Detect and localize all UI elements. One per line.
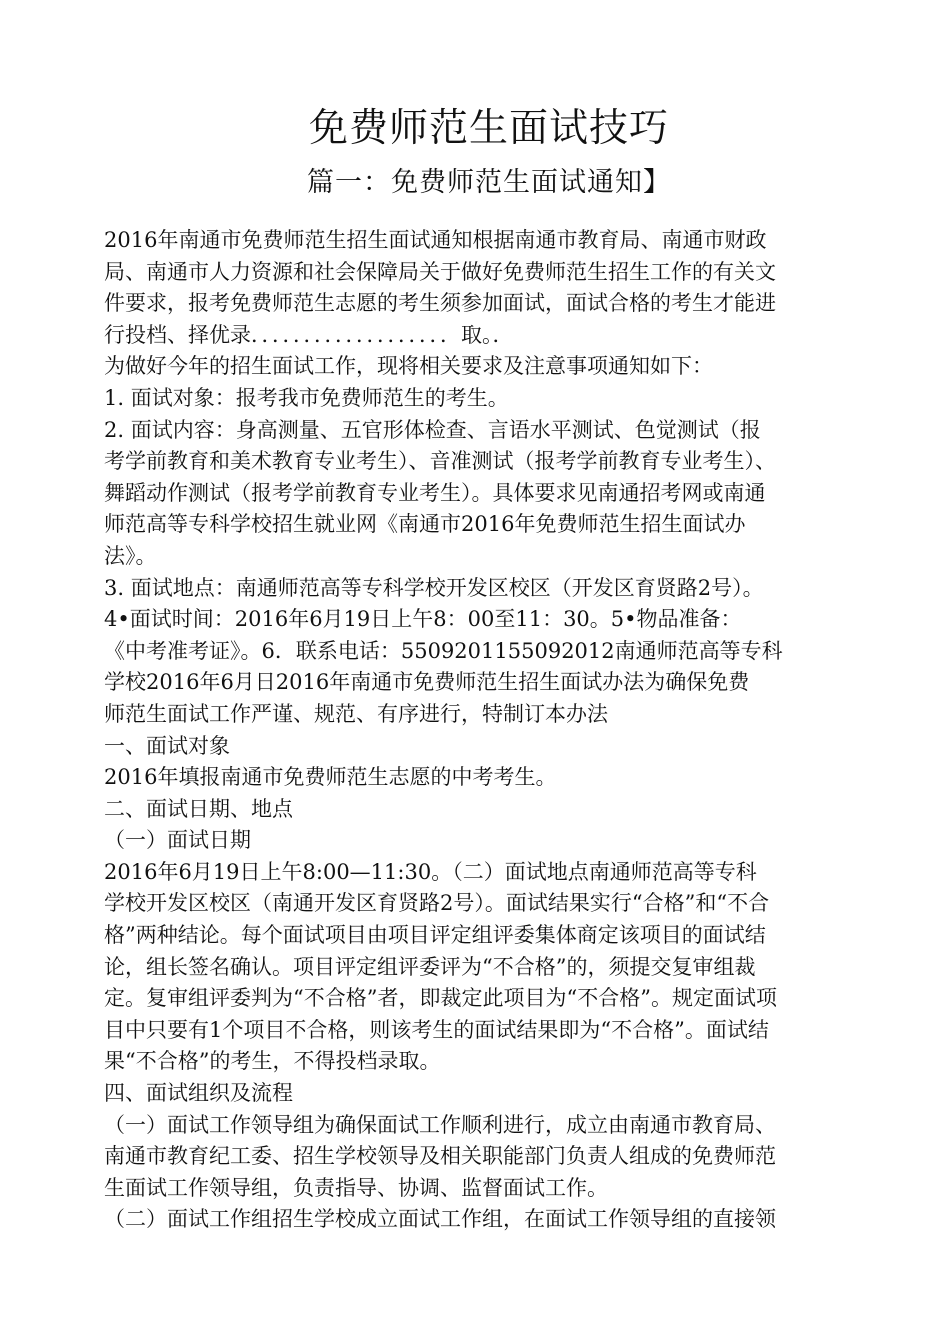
subsection-heading: （一）面试日期: [104, 828, 251, 853]
document-subtitle: 篇一：免费师范生面试通知】: [307, 167, 671, 198]
body-line: 1. 面试对象：报考我市免费师范生的考生。: [104, 385, 509, 410]
body-line: 南通市教育纪工委、招生学校领导及相关职能部门负责人组成的免费师范: [104, 1144, 776, 1169]
body-line: 舞蹈动作测试（报考学前教育专业考生）。具体要求见南通招考网或南通: [104, 480, 766, 505]
body-line: （二）面试工作组招生学校成立面试工作组，在面试工作领导组的直接领: [104, 1207, 776, 1232]
section-heading: 一、面试对象: [104, 733, 230, 758]
body-line: 为做好今年的招生面试工作，现将相关要求及注意事项通知如下：: [104, 354, 713, 379]
body-line: （一）面试工作领导组为确保面试工作顺利进行，成立由南通市教育局、: [104, 1112, 776, 1137]
body-line: 2. 面试内容：身高测量、五官形体检查、言语水平测试、色觉测试（报: [104, 417, 761, 442]
body-line: 2016年填报南通市免费师范生志愿的中考考生。: [104, 765, 557, 790]
body-line: 师范生面试工作严谨、规范、有序进行，特制订本办法: [104, 701, 608, 726]
body-line: 学校2016年6月日2016年南通市免费师范生招生面试办法为确保免费: [104, 670, 750, 695]
body-line: 定。复审组评委判为“不合格”者，即裁定此项目为“不合格”。规定面试项: [104, 986, 777, 1011]
document-body: [104, 225, 874, 1236]
body-line: 2016年6月19日上午8:00—11:30。（二）面试地点南通师范高等专科: [104, 859, 757, 884]
body-line: 局、南通市人力资源和社会保障局关于做好免费师范生招生工作的有关文: [104, 259, 776, 284]
body-line: 4•面试时间：2016年6月19日上午8：00至11：30。5•物品准备：: [104, 607, 742, 632]
body-line: 学校开发区校区（南通开发区育贤路2号）。面试结果实行“合格”和“不合: [104, 891, 770, 916]
body-line: 2016年南通市免费师范生招生面试通知根据南通市教育局、南通市财政: [104, 228, 767, 252]
document-title: 免费师范生面试技巧: [308, 106, 669, 151]
section-heading: 四、面试组织及流程: [104, 1081, 293, 1106]
section-heading: 二、面试日期、地点: [104, 796, 293, 821]
body-line: 行投档、择优录．．．．．．．．．．．．．．．．．．．取。．: [104, 322, 514, 347]
body-line: 法》。: [104, 543, 157, 568]
body-line: 目中只要有1个项目不合格，则该考生的面试结果即为“不合格”。面试结: [104, 1017, 769, 1042]
body-line: 师范高等专科学校招生就业网《南通市2016年免费师范生招生面试办: [104, 512, 746, 537]
body-line: 《中考准考证》。6．联系电话：5509201155092012南通师范高等专科: [104, 638, 783, 663]
body-line: 件要求，报考免费师范生志愿的考生须参加面试，面试合格的考生才能进: [104, 291, 776, 316]
body-line: 生面试工作领导组，负责指导、协调、监督面试工作。: [104, 1175, 608, 1200]
body-line: 格”两种结论。每个面试项目由项目评定组评委集体商定该项目的面试结: [104, 923, 766, 948]
body-line: 考学前教育和美术教育专业考生）、音准测试（报考学前教育专业考生）、: [104, 449, 776, 474]
body-line: 论，组长签名确认。项目评定组评委评为“不合格”的，须提交复审组裁: [104, 954, 756, 979]
body-line: 3. 面试地点：南通师范高等专科学校开发区校区（开发区育贤路2号）。: [104, 575, 764, 600]
body-line: 果“不合格”的考生，不得投档录取。: [104, 1049, 441, 1074]
